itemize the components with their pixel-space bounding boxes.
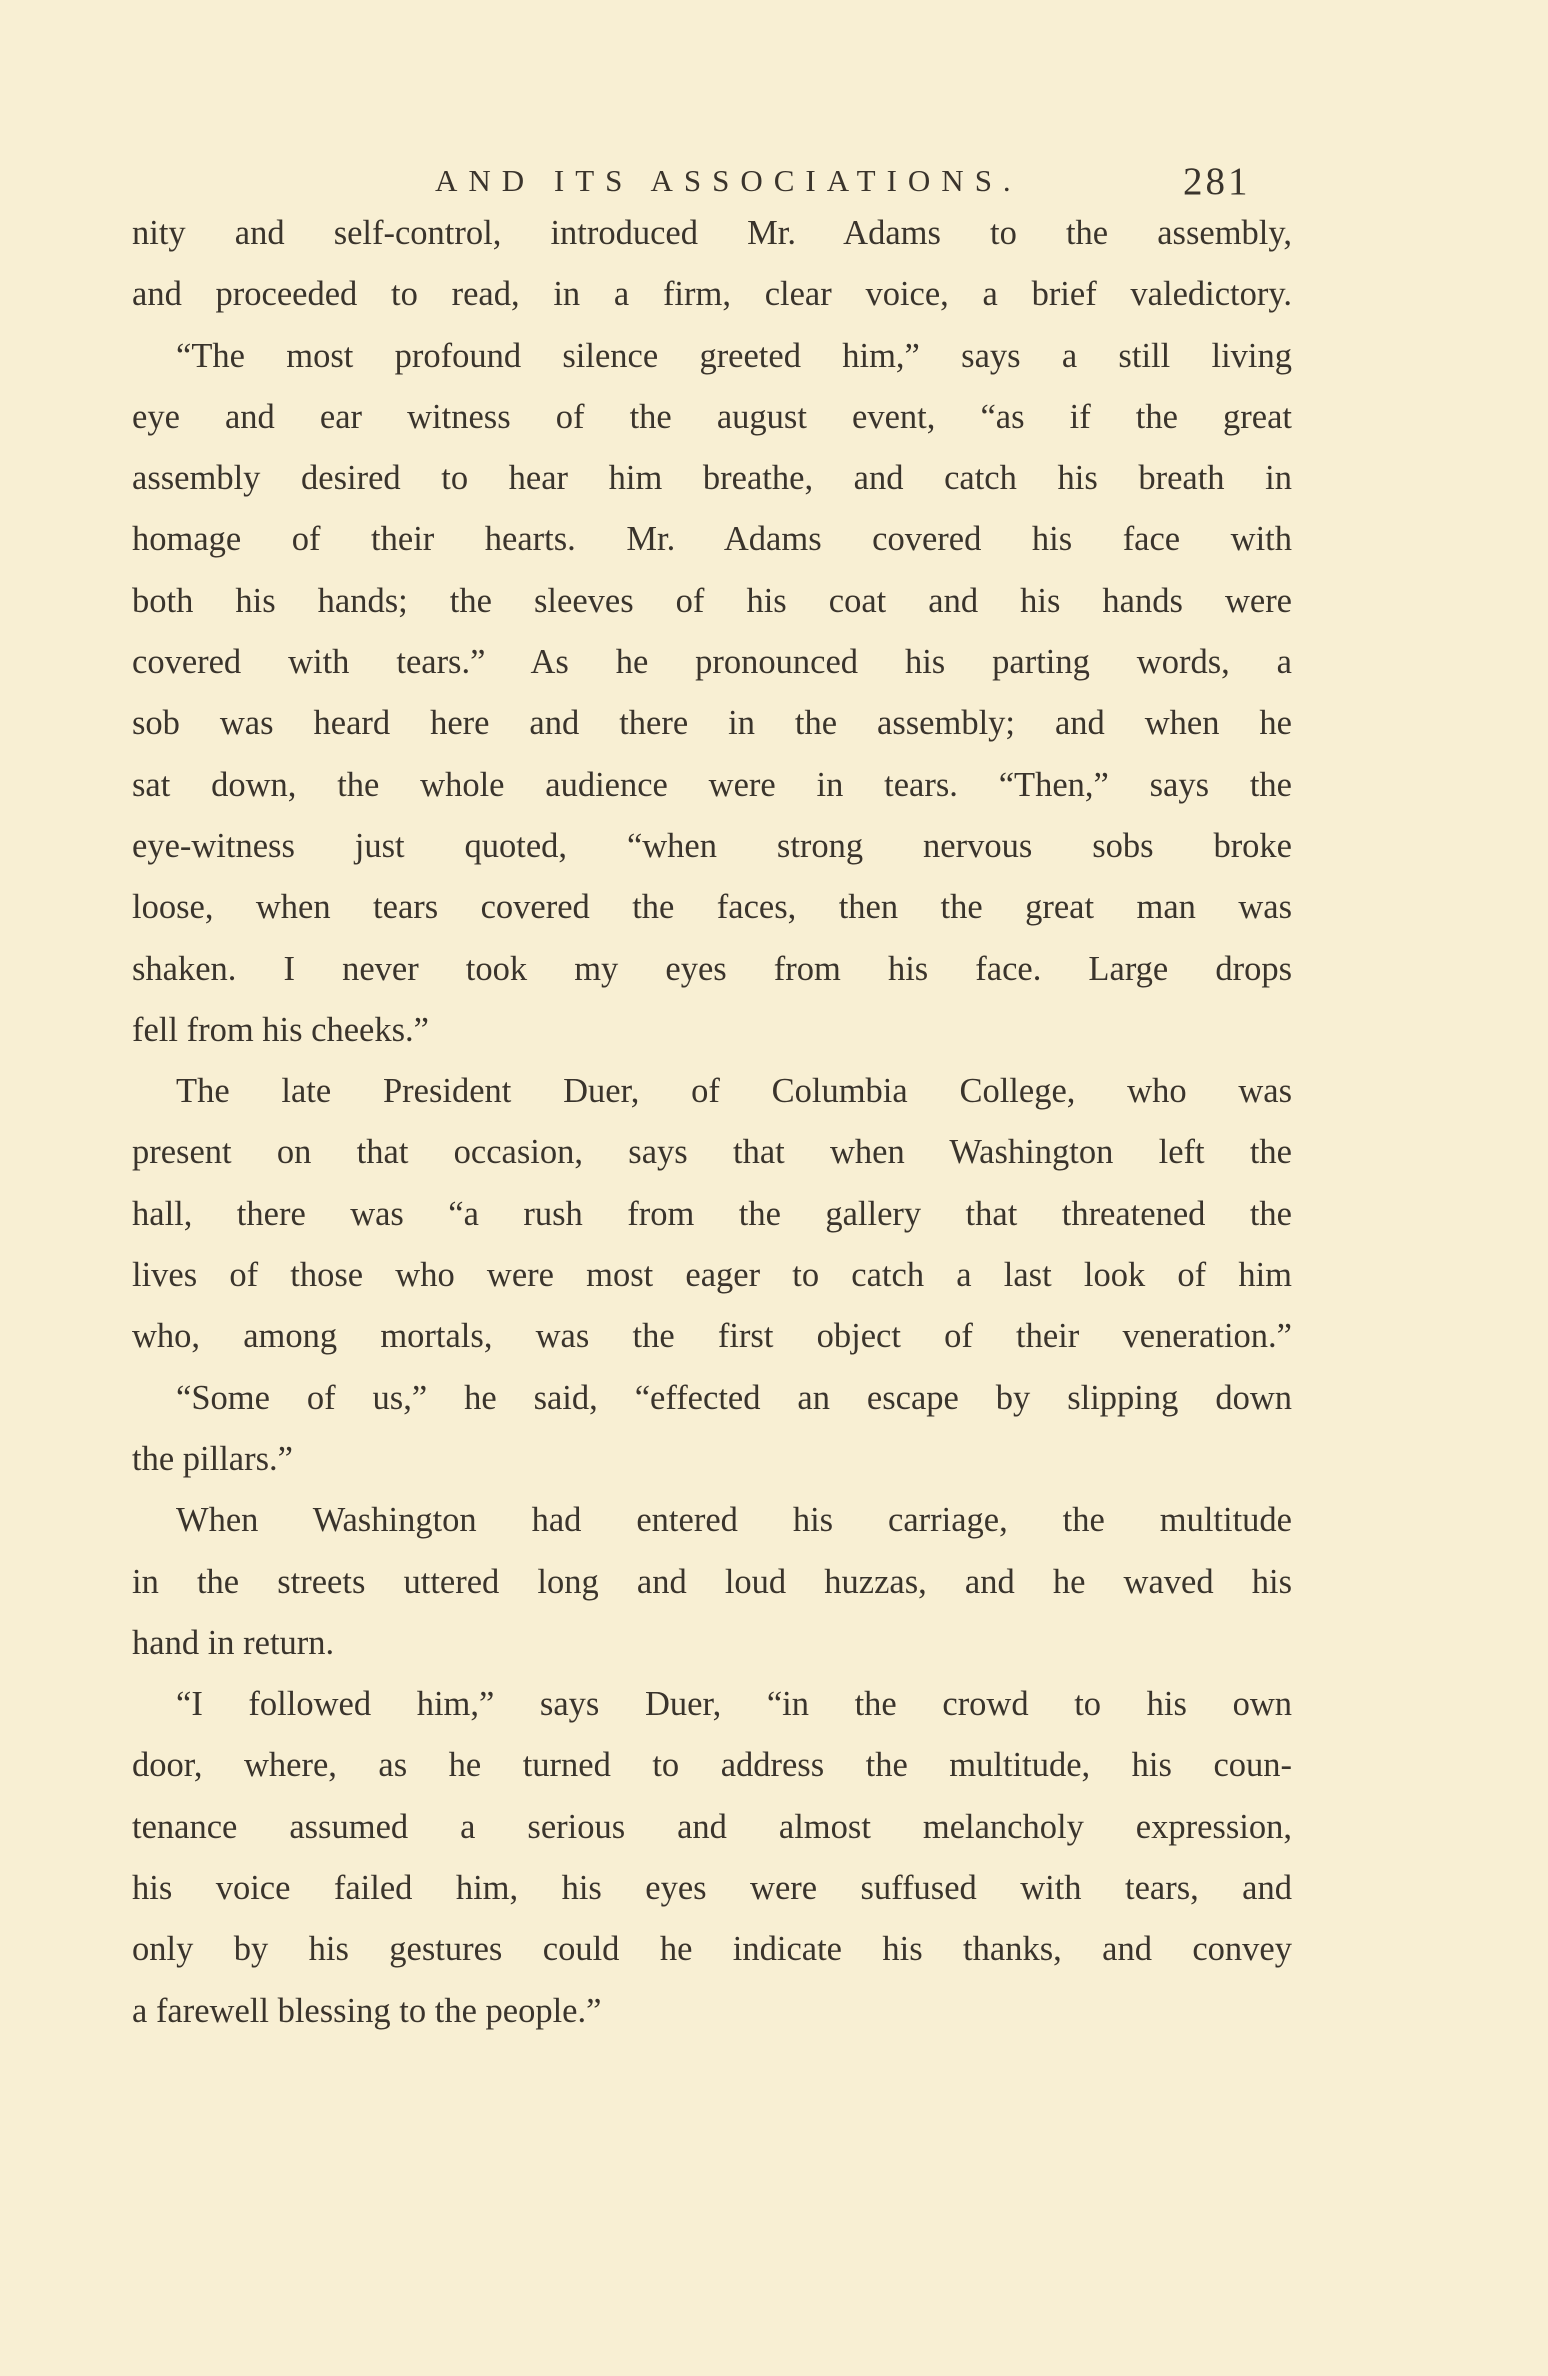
text-line: and proceeded to read, in a firm, clear voice, a brief valedictory. bbox=[132, 275, 1292, 314]
text-line: in the streets uttered long and loud huzzas, and he waved his bbox=[132, 1562, 1292, 1601]
text-line: shaken. I never took my eyes from his face. Large drops bbox=[132, 949, 1292, 988]
text-line: who, among mortals, was the first object of their veneration.” bbox=[132, 1317, 1292, 1356]
text-line: “The most profound silence greeted him,” says a still living bbox=[176, 336, 1292, 375]
text-line: When Washington had entered his carriage, the multitude bbox=[176, 1501, 1292, 1540]
text-line: covered with tears.” As he pronounced his parting words, a bbox=[132, 643, 1292, 682]
text-line: hand in return. bbox=[132, 1623, 335, 1662]
running-title: AND ITS ASSOCIATIONS. bbox=[435, 163, 1022, 198]
text-line: only by his gestures could he indicate his thanks, and convey bbox=[132, 1930, 1292, 1969]
text-line: sob was heard here and there in the assembly; and when he bbox=[132, 704, 1292, 743]
text-line: assembly desired to hear him breathe, and catch his breath in bbox=[132, 459, 1292, 498]
text-line: both his hands; the sleeves of his coat and his hands were bbox=[132, 581, 1292, 620]
text-line: homage of their hearts. Mr. Adams covered his face with bbox=[132, 520, 1292, 559]
text-line: present on that occasion, says that when Washington left the bbox=[132, 1133, 1292, 1172]
text-line: eye-witness just quoted, “when strong nervous sobs broke bbox=[132, 826, 1292, 865]
text-line: loose, when tears covered the faces, then the great man was bbox=[132, 888, 1292, 927]
text-line: nity and self-control, introduced Mr. Adams to the assembly, bbox=[132, 214, 1292, 252]
text-line: tenance assumed a serious and almost melancholy expression, bbox=[132, 1807, 1292, 1846]
text-line: “Some of us,” he said, “effected an escape by slipping down bbox=[176, 1378, 1292, 1417]
text-line: eye and ear witness of the august event, “as if the great bbox=[132, 397, 1292, 436]
text-line: hall, there was “a rush from the gallery that threatened the bbox=[132, 1194, 1292, 1233]
text-line: The late President Duer, of Columbia College, who was bbox=[176, 1072, 1292, 1111]
text-line: sat down, the whole audience were in tears. “Then,” says the bbox=[132, 765, 1292, 804]
text-line: the pillars.” bbox=[132, 1439, 293, 1478]
text-line: his voice failed him, his eyes were suffused with tears, and bbox=[132, 1869, 1292, 1908]
text-line: fell from his cheeks.” bbox=[132, 1010, 429, 1049]
text-line: “I followed him,” says Duer, “in the crowd to his own bbox=[176, 1685, 1292, 1724]
page-number: 281 bbox=[1183, 160, 1251, 203]
text-line: lives of those who were most eager to catch a last look of him bbox=[132, 1256, 1292, 1295]
body-text bbox=[132, 203, 1292, 2042]
text-line: a farewell blessing to the people.” bbox=[132, 1991, 602, 2030]
text-line: door, where, as he turned to address the multitude, his coun- bbox=[132, 1746, 1292, 1785]
